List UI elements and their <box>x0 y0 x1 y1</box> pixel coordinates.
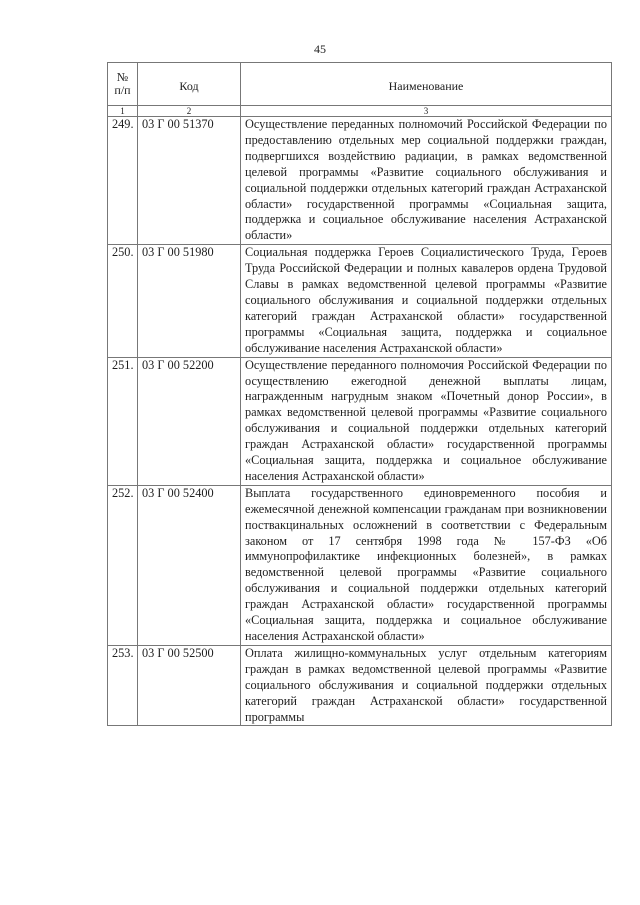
table-header-row <box>108 63 612 106</box>
column-index: 1 <box>108 106 138 117</box>
row-number: 249. <box>108 117 138 245</box>
row-code: 03 Г 00 52200 <box>138 357 241 485</box>
table-row <box>108 245 612 357</box>
row-number: 252. <box>108 485 138 645</box>
header-code: Код <box>138 63 241 106</box>
column-index: 3 <box>241 106 612 117</box>
table-row <box>108 485 612 645</box>
row-number: 253. <box>108 645 138 726</box>
column-index-row <box>108 106 612 117</box>
row-code: 03 Г 00 51980 <box>138 245 241 357</box>
row-code: 03 Г 00 52500 <box>138 645 241 726</box>
row-name: Оплата жилищно-коммунальных услуг отдельным категориям граждан в рамках ведомственной целевой программы «Развитие социального обслуживания и социальной поддержки отдельных категорий граждан Астраханской области» государственной программы <box>241 645 612 726</box>
header-number-line2: п/п <box>114 83 131 97</box>
budget-classification-table <box>107 62 612 726</box>
header-number <box>108 63 138 106</box>
page-number: 45 <box>314 42 326 56</box>
header-name: Наименование <box>241 63 612 106</box>
row-name: Выплата государственного единовременного пособия и ежемесячной денежной компенсации гражданам при возникновении поствакцинальных осложнений в соответствии с Федеральным законом от 17 сентября 1998 года № 157-ФЗ «Об иммунопрофилактике инфекционных болезней», в рамках ведомственной целевой программы «Развитие социального обслуживания и социальной поддержки отдельных категорий граждан Астраханской области» государственной программы «Социальная защита, поддержка и социальное обслуживание населения Астраханской области» <box>241 485 612 645</box>
row-name: Осуществление переданных полномочий Российской Федерации по предоставлению отдельных мер социальной поддержки граждан, подвергшихся воздействию радиации, в рамках ведомственной целевой программы «Развитие социального обслуживания и социальной поддержки отдельных категорий граждан Астраханской области» государственной программы «Социальная защита, поддержка и социальное обслуживание населения Астраханской области» <box>241 117 612 245</box>
row-number: 251. <box>108 357 138 485</box>
table-row <box>108 645 612 726</box>
row-code: 03 Г 00 51370 <box>138 117 241 245</box>
table-row <box>108 117 612 245</box>
table-row <box>108 357 612 485</box>
row-code: 03 Г 00 52400 <box>138 485 241 645</box>
row-name: Социальная поддержка Героев Социалистического Труда, Героев Труда Российской Федерации и полных кавалеров ордена Трудовой Славы в рамках ведомственной целевой программы «Развитие социального обслуживания и социальной поддержки отдельных категорий граждан Астраханской области» государственной программы «Социальная защита, поддержка и социальное обслуживание населения Астраханской области» <box>241 245 612 357</box>
row-name: Осуществление переданного полномочия Российской Федерации по осуществлению ежегодной денежной выплаты лицам, награжденным нагрудным знаком «Почетный донор России», в рамках ведомственной целевой программы «Развитие социального обслуживания и социальной поддержки отдельных категорий граждан Астраханской области» государственной программы «Социальная защита, поддержка и социальное обслуживание населения Астраханской области» <box>241 357 612 485</box>
header-number-line1: № <box>116 70 129 84</box>
column-index: 2 <box>138 106 241 117</box>
row-number: 250. <box>108 245 138 357</box>
